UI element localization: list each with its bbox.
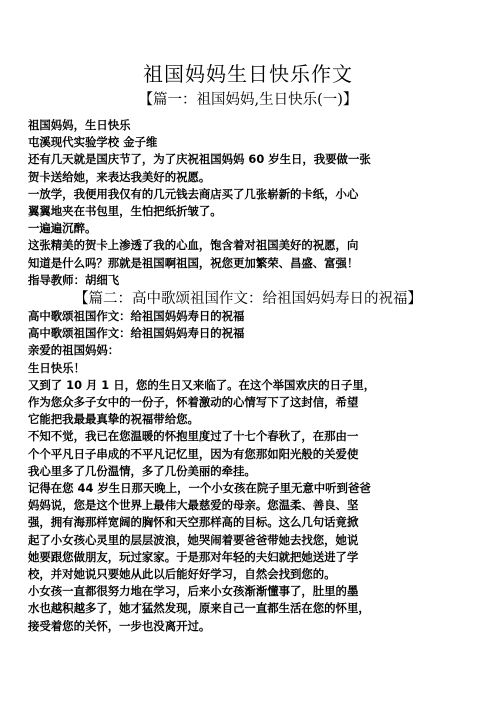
text-line: 又到了 10 月 1 日，您的生日又来临了。在这个举国欢庆的日子里， [28, 377, 376, 392]
text-line: 一遍遍沉醉。 [28, 221, 97, 236]
text-line: 她要跟您做朋友，玩过家家。于是那对年轻的夫妇就把她送进了学 [28, 549, 359, 564]
section-2-body [28, 308, 474, 635]
text-line: 我心里多了几份温情，多了几份美丽的牵挂。 [28, 463, 256, 478]
text-line: 记得在您 44 岁生日那天晚上，一个小女孩在院子里无意中听到爸爸 [28, 481, 371, 496]
text-line: 作为您众多子女中的一份子，怀着激动的心情写下了这封信，希望 [28, 395, 359, 410]
text-line: 知道是什么吗？那就是祖国啊祖国，祝您更加繁荣、昌盛、富强！ [28, 255, 359, 270]
text-line: 妈妈说，您是这个世界上最伟大最慈爱的母亲。您温柔、善良、坚 [28, 498, 359, 513]
text-line: 高中歌颂祖国作文：给祖国妈妈寿日的祝福 [28, 326, 245, 341]
text-line: 高中歌颂祖国作文：给祖国妈妈寿日的祝福 [28, 309, 245, 323]
text-line: 接受着您的关怀，一步也没离开过。 [28, 618, 211, 633]
text-line: 这张精美的贺卡上渗透了我的心血，饱含着对祖国美好的祝愿，向 [28, 238, 359, 253]
text-line: 起了小女孩心灵里的层层波浪，她哭闹着要爸爸带她去找您，她说 [28, 532, 359, 547]
text-line: 个个平凡日子串成的不平凡记忆里，因为有您那如阳光般的关爱使 [28, 446, 359, 461]
text-line: 小女孩一直都很努力地在学习，后来小女孩渐渐懂事了，肚里的墨 [28, 584, 359, 599]
section-heading-2: 【篇二：高中歌颂祖国作文：给祖国妈妈寿日的祝福】 [74, 291, 422, 307]
text-line: 水也越积越多了，她才猛然发现，原来自己一直都生活在您的怀里， [28, 601, 370, 616]
text-line: 还有几天就是国庆节了，为了庆祝祖国妈妈 60 岁生日，我要做一张 [28, 152, 371, 167]
text-line: 贺卡送给她，来表达我美好的祝愿。 [28, 169, 211, 184]
text-line: 翼翼地夹在书包里，生怕把纸折皱了。 [28, 204, 222, 219]
text-line: 屯溪现代实验学校 金子维 [28, 135, 158, 150]
text-line: 强，拥有海那样宽阔的胸怀和天空那样高的目标。这么几句话竟掀 [28, 515, 359, 530]
text-line: 一放学，我便用我仅有的几元钱去商店买了几张崭新的卡纸，小心 [28, 186, 359, 201]
text-line: 亲爱的祖国妈妈： [28, 343, 120, 358]
section-heading-1: 【篇一：祖国妈妈,生日快乐(一)】 [138, 92, 358, 108]
text-line: 它能把我最最真挚的祝福带给您。 [28, 412, 199, 427]
text-line: 生日快乐！ [28, 360, 85, 375]
text-line: 校，并对她说只要她从此以后能好好学习，自然会找到您的。 [28, 567, 336, 582]
document-title: 祖国妈妈生日快乐作文 [143, 62, 353, 86]
text-line: 祖国妈妈，生日快乐 [28, 118, 131, 132]
text-line: 指导教师：胡细飞 [28, 272, 120, 287]
text-line: 不知不觉，我已在您温暖的怀抱里度过了十七个春秋了，在那由一 [28, 429, 359, 444]
section-1-body [28, 117, 474, 289]
